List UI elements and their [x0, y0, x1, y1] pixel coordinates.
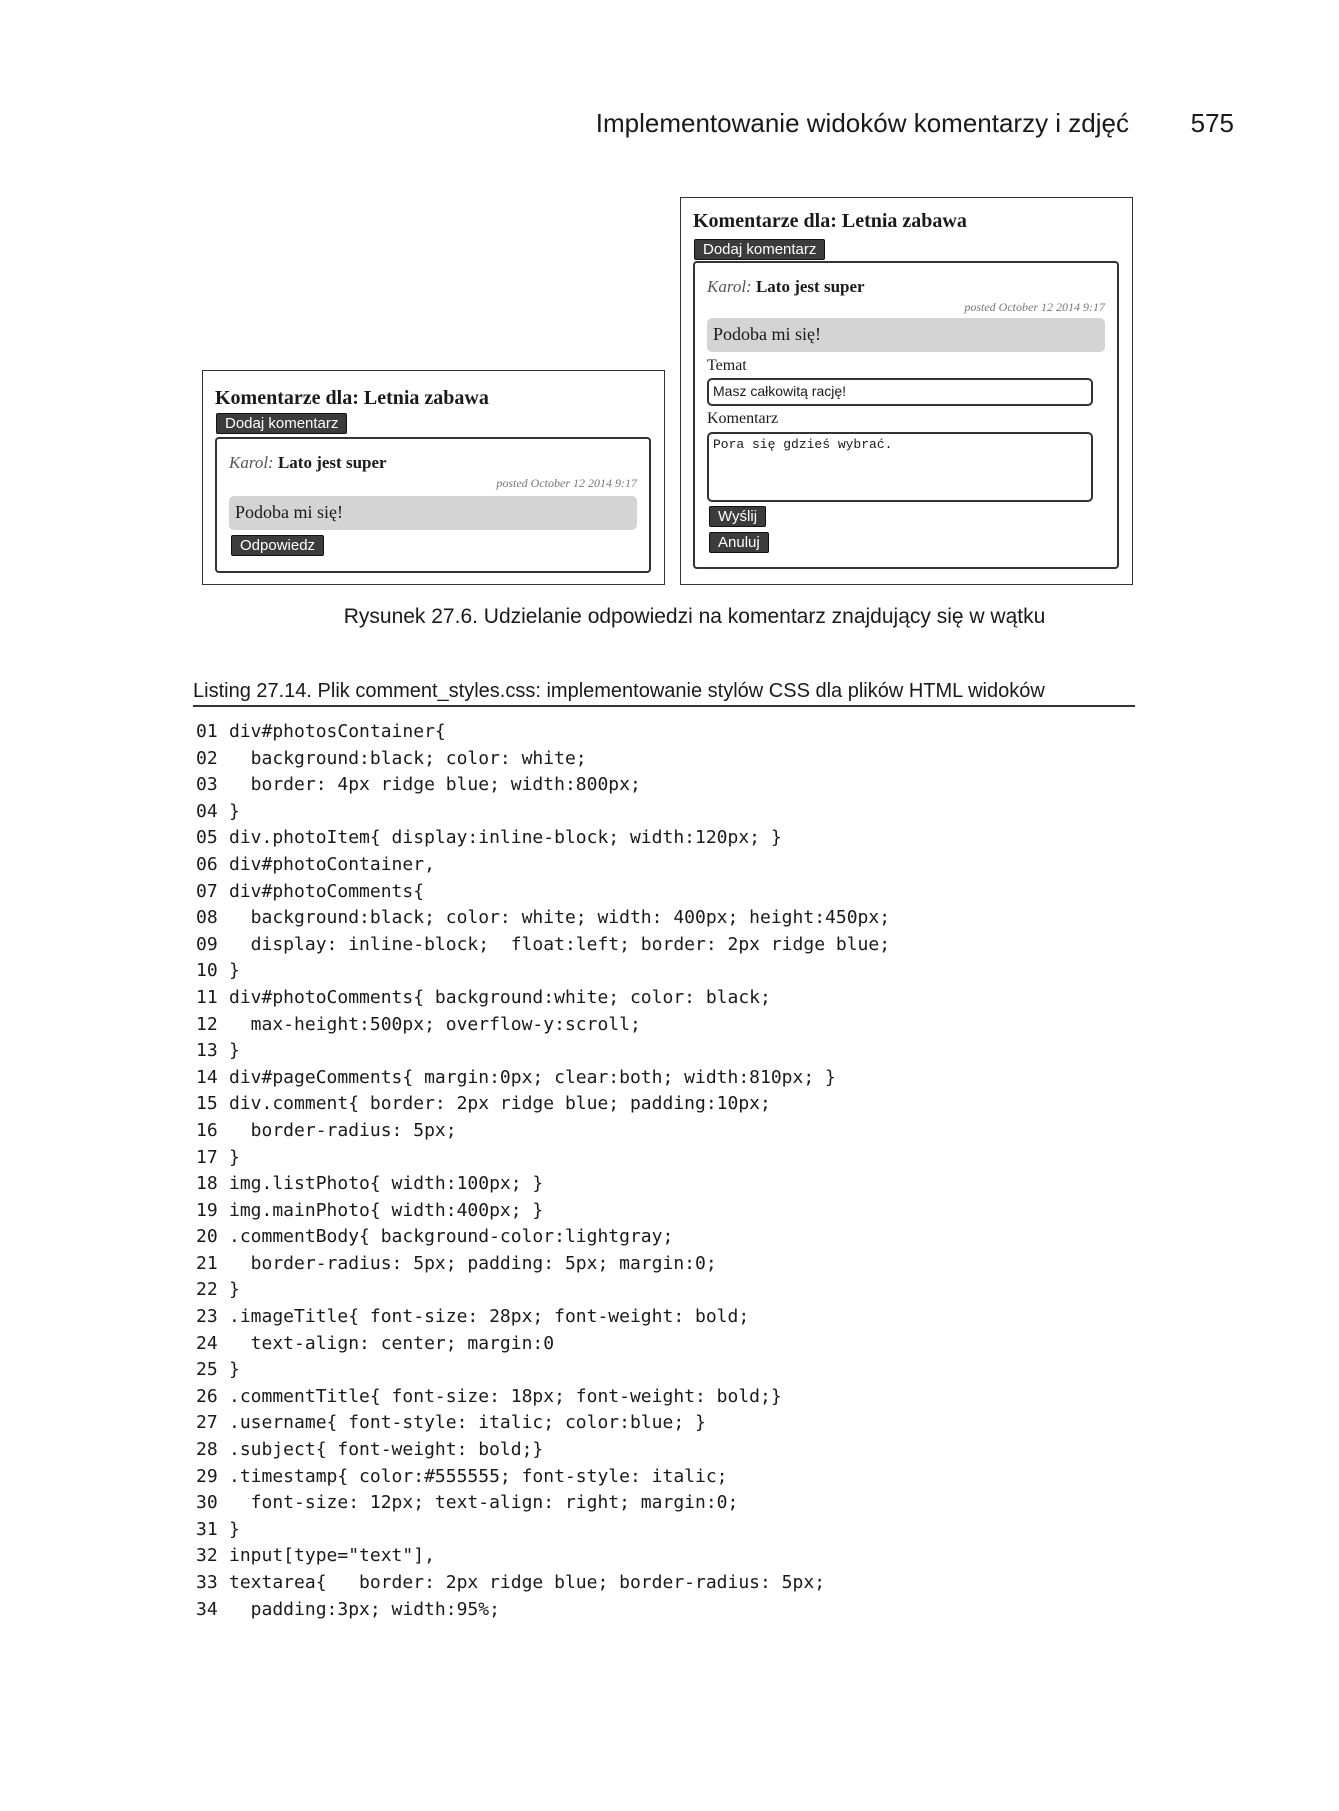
comment-timestamp: posted October 12 2014 9:17: [964, 300, 1105, 314]
figure-caption: [0, 605, 1339, 629]
code-line: [196, 958, 890, 985]
subject-input[interactable]: Masz całkowitą rację!: [707, 378, 1093, 406]
line-number: 17: [196, 1146, 218, 1168]
line-number: 30: [196, 1492, 218, 1514]
line-code: }: [229, 960, 240, 982]
code-line: [196, 1437, 890, 1464]
comment-textarea[interactable]: Pora się gdzieś wybrać.: [707, 432, 1093, 502]
line-number: 19: [196, 1199, 218, 1221]
line-number: 34: [196, 1598, 218, 1620]
line-code: background:black; color: white; width: 400px; height:450px;: [229, 907, 891, 929]
comments-title: Komentarze dla: Letnia zabawa: [693, 210, 967, 232]
line-number: 14: [196, 1066, 218, 1088]
comment-box: [693, 261, 1119, 569]
line-number: 11: [196, 986, 218, 1008]
line-code: }: [229, 1518, 240, 1540]
line-number: 15: [196, 1093, 218, 1115]
add-comment-button[interactable]: Dodaj komentarz: [216, 413, 347, 434]
line-number: 32: [196, 1545, 218, 1567]
figure-panel-reply-form: [680, 197, 1133, 585]
line-number: 18: [196, 1173, 218, 1195]
code-line: [196, 1277, 890, 1304]
line-number: 01: [196, 721, 218, 742]
code-line: [196, 1038, 890, 1065]
line-number: 04: [196, 800, 218, 822]
line-code: textarea{ border: 2px ridge blue; border-radius: 5px;: [229, 1572, 826, 1593]
line-code: font-size: 12px; text-align: right; margin:0;: [229, 1492, 739, 1514]
comment-username: Karol:: [707, 277, 752, 296]
comment-timestamp: posted October 12 2014 9:17: [496, 476, 637, 490]
line-code: .timestamp{ color:#555555; font-style: italic;: [229, 1465, 728, 1487]
line-code: .commentTitle{ font-size: 18px; font-weight: bold;}: [229, 1385, 782, 1407]
code-line: [196, 852, 890, 879]
line-code: div.photoItem{ display:inline-block; width:120px; }: [229, 827, 782, 849]
code-line: [196, 1118, 890, 1145]
line-code: padding:3px; width:95%;: [229, 1598, 500, 1620]
line-code: }: [229, 800, 240, 822]
line-code: border: 4px ridge blue; width:800px;: [229, 774, 641, 796]
comment-title: [707, 277, 865, 297]
line-code: .commentBody{ background-color:lightgray;: [229, 1226, 674, 1248]
line-number: 10: [196, 960, 218, 982]
code-line: [196, 1065, 890, 1092]
line-code: }: [229, 1359, 240, 1381]
line-number: 28: [196, 1439, 218, 1461]
line-code: div#photoComments{: [229, 880, 425, 902]
code-line: [196, 1517, 890, 1544]
code-line: [196, 1570, 890, 1597]
line-code: .subject{ font-weight: bold;}: [229, 1439, 544, 1461]
line-number: 09: [196, 933, 218, 955]
line-code: div.comment{ border: 2px ridge blue; padding:10px;: [229, 1093, 771, 1115]
code-line: [196, 1145, 890, 1172]
line-code: text-align: center; margin:0: [229, 1332, 555, 1354]
code-line: [196, 719, 890, 746]
code-line: [196, 1597, 890, 1624]
line-number: 26: [196, 1385, 218, 1407]
line-number: 23: [196, 1306, 218, 1328]
code-line: [196, 879, 890, 906]
line-number: 25: [196, 1359, 218, 1381]
line-code: }: [229, 1146, 240, 1168]
comments-title: Komentarze dla: Letnia zabawa: [215, 387, 489, 409]
line-number: 29: [196, 1465, 218, 1487]
code-listing: [196, 719, 890, 1623]
comment-title: [229, 453, 387, 473]
code-line: [196, 1331, 890, 1358]
code-line: [196, 905, 890, 932]
listing-title: Listing 27.14. Plik comment_styles.css: implementowanie stylów CSS dla plików HTML widoków: [193, 680, 1135, 707]
figure-caption-text: Rysunek 27.6. Udzielanie odpowiedzi na komentarz znajdujący się w wątku: [343, 605, 1046, 628]
subject-label: Temat: [707, 357, 747, 374]
line-code: img.listPhoto{ width:100px; }: [229, 1173, 544, 1195]
line-code: border-radius: 5px; padding: 5px; margin:0;: [229, 1252, 717, 1274]
line-number: 21: [196, 1252, 218, 1274]
comment-username: Karol:: [229, 453, 274, 472]
line-number: 20: [196, 1226, 218, 1248]
comment-subject: Lato jest super: [277, 453, 387, 472]
code-line: [196, 1171, 890, 1198]
line-code: .username{ font-style: italic; color:blue; }: [229, 1412, 706, 1434]
line-code: background:black; color: white;: [229, 747, 587, 769]
line-number: 24: [196, 1332, 218, 1354]
line-number: 12: [196, 1013, 218, 1035]
line-number: 16: [196, 1119, 218, 1141]
code-line: [196, 1251, 890, 1278]
line-code: border-radius: 5px;: [229, 1119, 457, 1141]
code-line: [196, 1384, 890, 1411]
add-comment-button[interactable]: Dodaj komentarz: [694, 239, 825, 260]
code-line: [196, 1357, 890, 1384]
cancel-button[interactable]: Anuluj: [709, 532, 769, 553]
line-code: div#photoComments{ background:white; color: black;: [229, 986, 771, 1008]
comment-body: Podoba mi się!: [229, 496, 637, 530]
line-number: 08: [196, 907, 218, 929]
code-line: [196, 1224, 890, 1251]
code-line: [196, 1410, 890, 1437]
line-number: 02: [196, 747, 218, 769]
code-line: [196, 1543, 890, 1570]
line-number: 27: [196, 1412, 218, 1434]
code-line: [196, 932, 890, 959]
reply-button[interactable]: Odpowiedz: [231, 535, 324, 556]
code-line: [196, 1490, 890, 1517]
code-line: [196, 985, 890, 1012]
code-line: [196, 1198, 890, 1225]
line-code: .imageTitle{ font-size: 28px; font-weight: bold;: [229, 1306, 750, 1328]
chapter-title: Implementowanie widoków komentarzy i zdjęć: [595, 108, 1129, 138]
code-line: [196, 746, 890, 773]
line-code: display: inline-block; float:left; border: 2px ridge blue;: [229, 933, 891, 955]
line-number: 06: [196, 853, 218, 875]
code-line: [196, 1464, 890, 1491]
code-line: [196, 825, 890, 852]
comment-box: [215, 437, 651, 573]
line-number: 31: [196, 1518, 218, 1540]
code-line: [196, 1012, 890, 1039]
code-line: [196, 772, 890, 799]
comment-body: Podoba mi się!: [707, 318, 1105, 352]
page-number: 575: [1190, 108, 1234, 138]
line-code: max-height:500px; overflow-y:scroll;: [229, 1013, 641, 1035]
comment-label: Komentarz: [707, 410, 779, 427]
line-code: input[type="text"],: [229, 1545, 435, 1567]
figure-panel-reply: [202, 370, 665, 585]
line-code: img.mainPhoto{ width:400px; }: [229, 1199, 544, 1221]
send-button[interactable]: Wyślij: [709, 506, 766, 527]
code-line: [196, 1304, 890, 1331]
line-number: 33: [196, 1572, 218, 1593]
line-code: div#photoContainer,: [229, 853, 435, 875]
line-number: 05: [196, 827, 218, 849]
line-number: 07: [196, 880, 218, 902]
line-code: }: [229, 1040, 240, 1062]
line-number: 22: [196, 1279, 218, 1301]
line-code: div#pageComments{ margin:0px; clear:both; width:810px; }: [229, 1066, 836, 1088]
line-code: }: [229, 1279, 240, 1301]
line-code: div#photosContainer{: [229, 721, 446, 742]
line-number: 03: [196, 774, 218, 796]
code-line: [196, 1091, 890, 1118]
code-line: [196, 799, 890, 826]
comment-subject: Lato jest super: [755, 277, 865, 296]
line-number: 13: [196, 1040, 218, 1062]
